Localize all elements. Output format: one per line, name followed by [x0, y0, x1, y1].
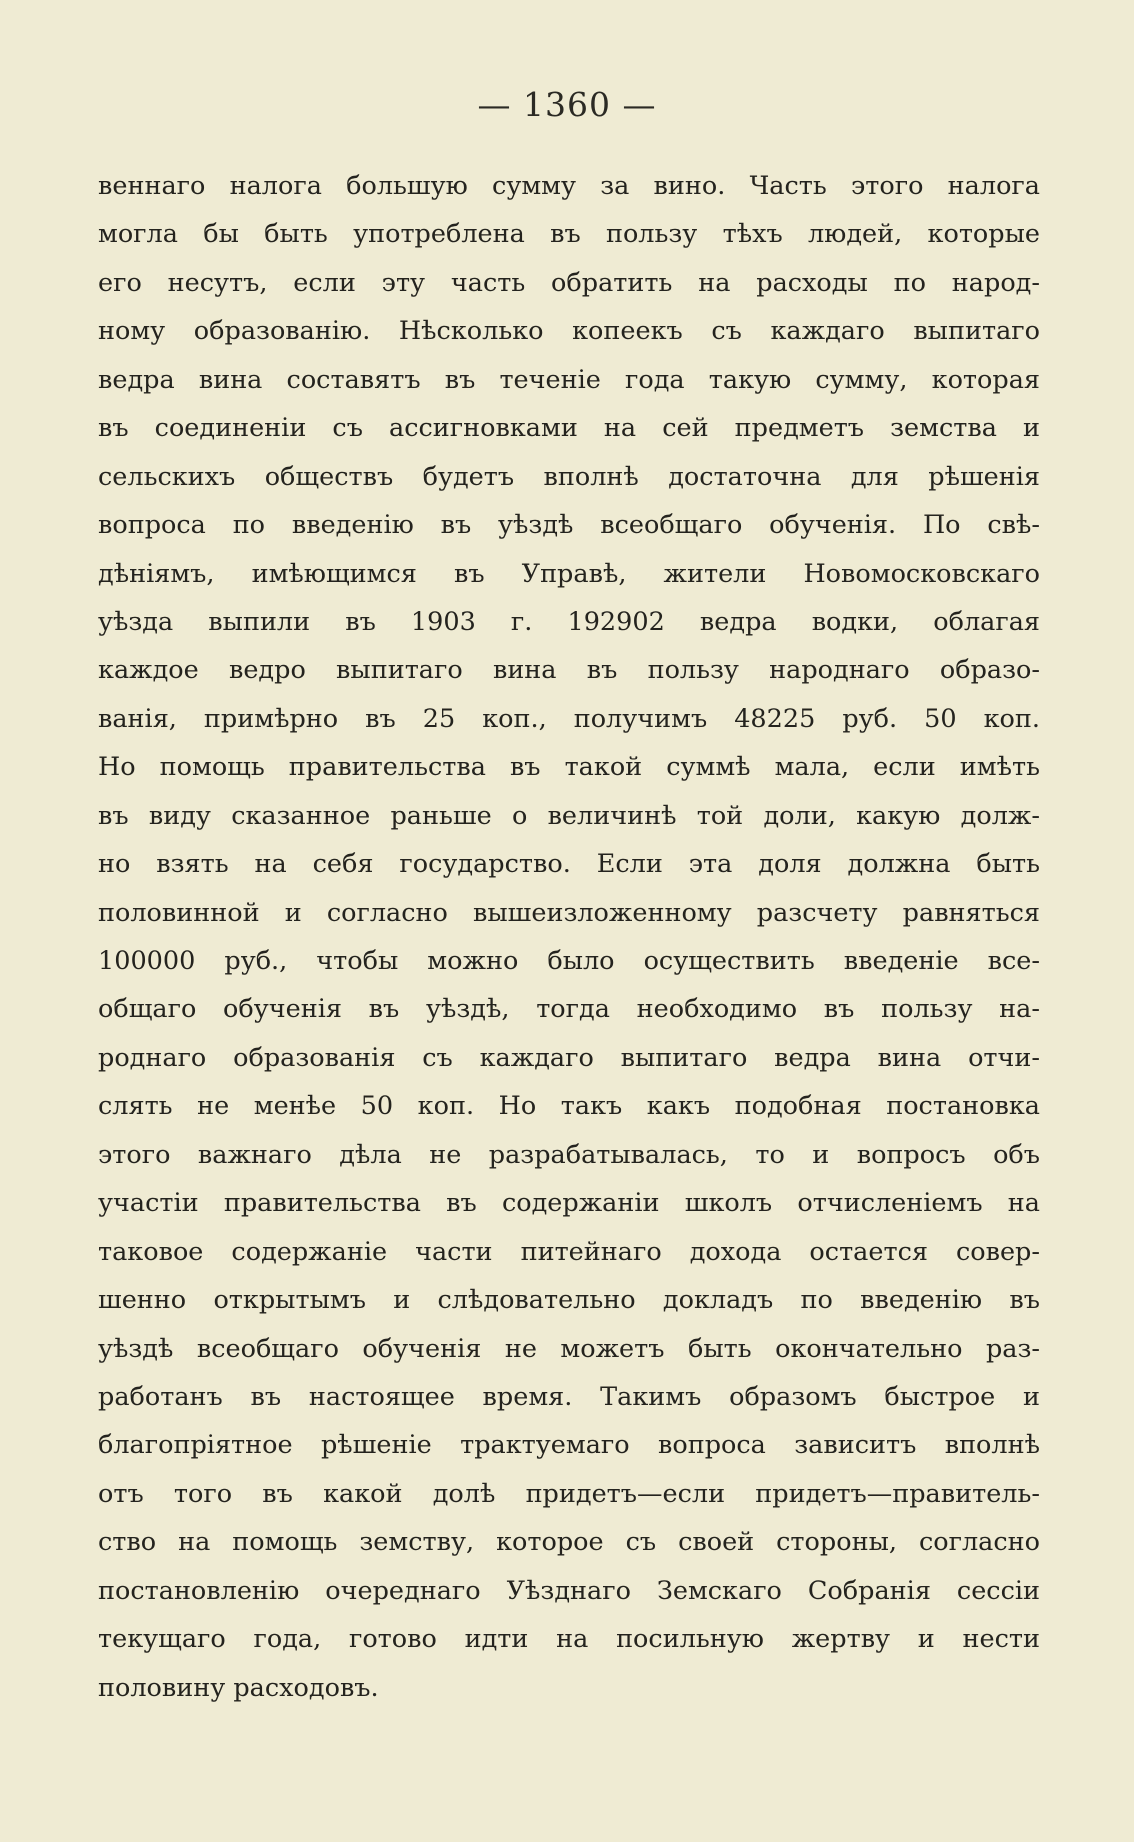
text-line: благопріятное рѣшеніе трактуемаго вопроса зависитъ вполнѣ: [98, 1430, 1040, 1461]
text-line: работанъ въ настоящее время. Такимъ образомъ быстрое и: [98, 1381, 1040, 1412]
text-line: 100000 руб., чтобы можно было осуществить введеніе все-: [98, 946, 1040, 976]
page-number: — 1360 —: [477, 85, 657, 124]
text-line: слять не менѣе 50 коп. Но такъ какъ подобная постановка: [98, 1091, 1040, 1122]
text-line: ванія, примѣрно въ 25 коп., получимъ 48225 руб. 50 коп.: [98, 703, 1040, 734]
text-line: уѣздѣ всеобщаго обученія не можетъ быть окончательно раз-: [98, 1333, 1040, 1364]
text-line: таковое содержаніе части питейнаго дохода остается совер-: [98, 1236, 1040, 1267]
text-line: въ виду сказанное раньше о величинѣ той доли, какую долж-: [98, 800, 1040, 831]
text-line: уѣзда выпили въ 1903 г. 192902 ведра водки, облагая: [98, 606, 1040, 637]
text-line: ство на помощь земству, которое съ своей стороны, согласно: [98, 1527, 1040, 1558]
text-line: дѣніямъ, имѣющимся въ Управѣ, жители Новомосковскаго: [98, 558, 1040, 589]
text-line: въ соединеніи съ ассигновками на сей предметъ земства и: [98, 413, 1040, 444]
text-line: общаго обученія въ уѣздѣ, тогда необходимо въ пользу на-: [98, 994, 1040, 1025]
text-line: вопроса по введенію въ уѣздѣ всеобщаго обученія. По свѣ-: [98, 510, 1040, 541]
text-line: ведра вина составятъ въ теченіе года такую сумму, которая: [98, 364, 1040, 395]
text-line: текущаго года, готово идти на посильную жертву и нести: [98, 1624, 1040, 1655]
text-line: этого важнаго дѣла не разрабатывалась, то и вопросъ объ: [98, 1139, 1040, 1170]
text-line: отъ того въ какой долѣ придетъ—если придетъ—правитель-: [98, 1478, 1040, 1509]
text-line: его несутъ, если эту часть обратить на расходы по народ-: [98, 267, 1040, 298]
text-line: могла бы быть употреблена въ пользу тѣхъ людей, которые: [98, 219, 1040, 250]
text-line: каждое ведро выпитаго вина въ пользу народнаго образо-: [98, 655, 1040, 686]
text-line: веннаго налога большую сумму за вино. Часть этого налога: [98, 171, 1040, 201]
text-line: ному образованію. Нѣсколько копеекъ съ каждаго выпитаго: [98, 316, 1040, 347]
body-text: [98, 162, 1040, 1712]
text-line: половину расходовъ.: [98, 1672, 379, 1703]
text-line: Но помощь правительства въ такой суммѣ мала, если имѣть: [98, 752, 1040, 783]
text-line: но взять на себя государство. Если эта доля должна быть: [98, 849, 1040, 880]
text-line: половинной и согласно вышеизложенному разсчету равняться: [98, 897, 1040, 928]
text-line: шенно открытымъ и слѣдовательно докладъ по введенію въ: [98, 1285, 1040, 1316]
text-line: участіи правительства въ содержаніи школъ отчисленіемъ на: [98, 1188, 1040, 1219]
text-line: роднаго образованія съ каждаго выпитаго ведра вина отчи-: [98, 1042, 1040, 1073]
text-line: сельскихъ обществъ будетъ вполнѣ достаточна для рѣшенія: [98, 461, 1040, 492]
text-line: постановленію очереднаго Уѣзднаго Земскаго Собранія сессіи: [98, 1575, 1040, 1606]
